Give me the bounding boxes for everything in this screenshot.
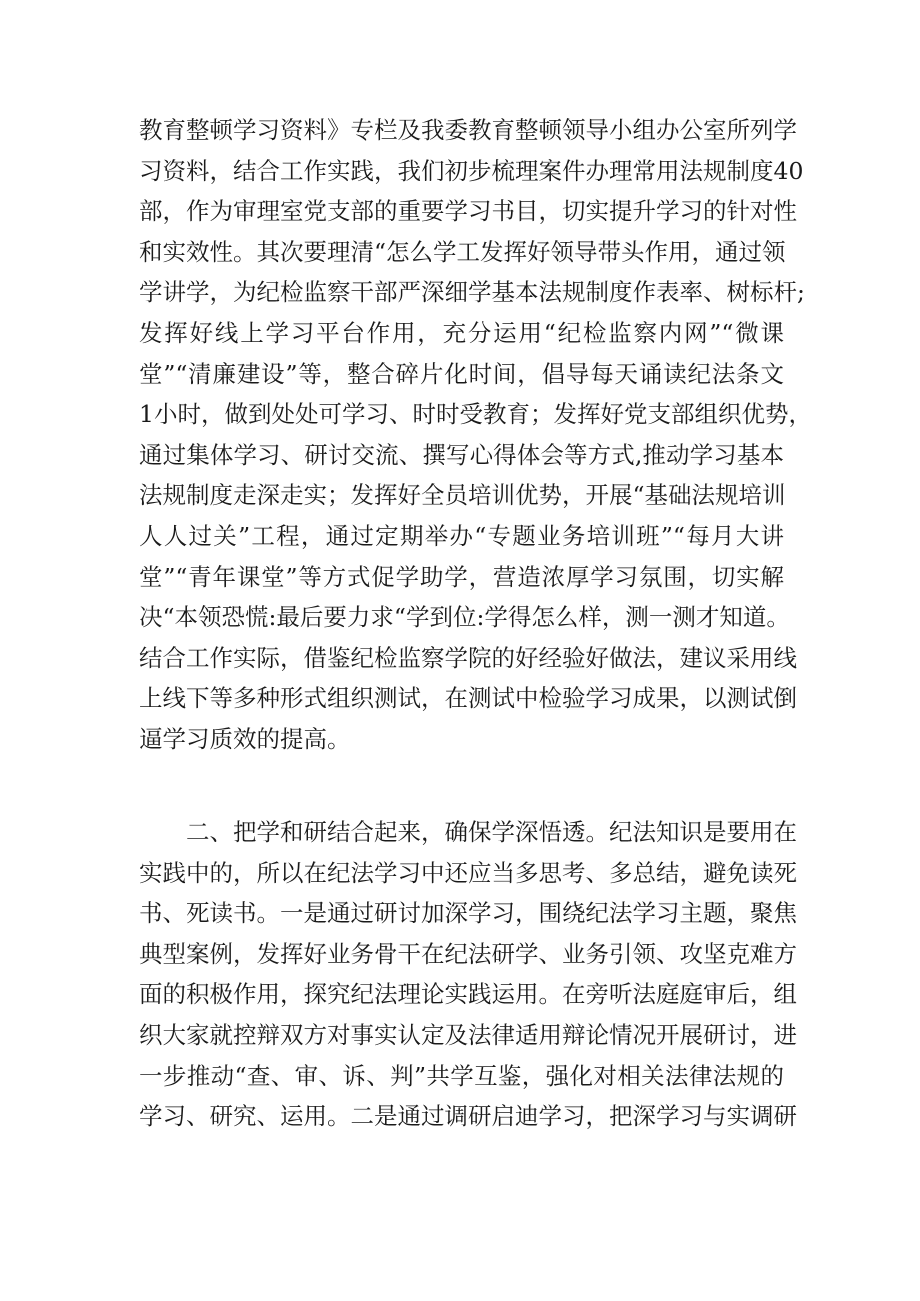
paragraph-line: 习资料，结合工作实践，我们初步梳理案件办理常用法规制度40 [139,156,804,185]
paragraph-line: 发挥好线上学习平台作用，充分运用“纪检监察内网”“微课 [139,318,784,347]
paragraph-line: 1小时，做到处处可学习、时时受教育；发挥好党支部组织优势， [139,400,812,429]
paragraph-2 [139,812,797,1137]
paragraph-line: 教育整顿学习资料》专栏及我委教育整顿领导小组办公室所列学 [139,116,797,144]
paragraph-line: 法规制度走深走实；发挥好全员培训优势，开展“基础法规培训 [139,481,786,510]
paragraph-line: 逼学习质效的提高。 [139,724,351,753]
paragraph-line: 典型案例，发挥好业务骨干在纪法研学、业务引领、攻坚克难方 [139,939,797,968]
paragraph-line: 堂”“清廉建设”等，整合碎片化时间，倡导每天诵读纪法条文 [139,359,784,388]
paragraph-line: 实践中的，所以在纪法学习中还应当多思考、多总结，避免读死 [139,858,797,887]
paragraph-line: 和实效性。其次要理清“怎么学工发挥好领导带头作用，通过领 [139,237,786,266]
paragraph-line: 人人过关”工程，通过定期举办“专题业务培训班”“每月大讲 [139,521,784,550]
paragraph-line: 面的积极作用，探究纪法理论实践运用。在旁听法庭庭审后，组 [139,980,797,1009]
paragraph-line: 二、把学和研结合起来，确保学深悟透。纪法知识是要用在 [186,818,797,846]
paragraph-line: 学讲学，为纪检监察干部严深细学基本法规制度作表率、树标杆; [139,278,805,307]
paragraph-line: 堂”“青年课堂”等方式促学助学，营造浓厚学习氛围，切实解 [139,562,784,591]
paragraph-line: 织大家就控辩双方对事实认定及法律适用辩论情况开展研讨，进 [139,1020,797,1049]
paragraph-line: 一步推动“查、审、诉、判”共学互鉴，强化对相关法律法规的 [139,1061,784,1090]
paragraph-line: 通过集体学习、研讨交流、撰写心得体会等方式,推动学习基本 [139,440,784,469]
paragraph-1 [139,110,812,760]
paragraph-line: 学习、研究、运用。二是通过调研启迪学习，把深学习与实调研 [139,1102,797,1131]
paragraph-line: 上线下等多种形式组织测试，在测试中检验学习成果，以测试倒 [139,684,797,713]
paragraph-line: 结合工作实际，借鉴纪检监察学院的好经验好做法，建议采用线 [139,643,797,672]
paragraph-line: 决“本领恐慌:最后要力求“学到位:学得怎么样，测一测才知道。 [139,603,790,632]
paragraph-line: 部，作为审理室党支部的重要学习书目，切实提升学习的针对性 [139,197,797,226]
paragraph-line: 书、死读书。一是通过研讨加深学习，围绕纪法学习主题，聚焦 [139,899,797,928]
